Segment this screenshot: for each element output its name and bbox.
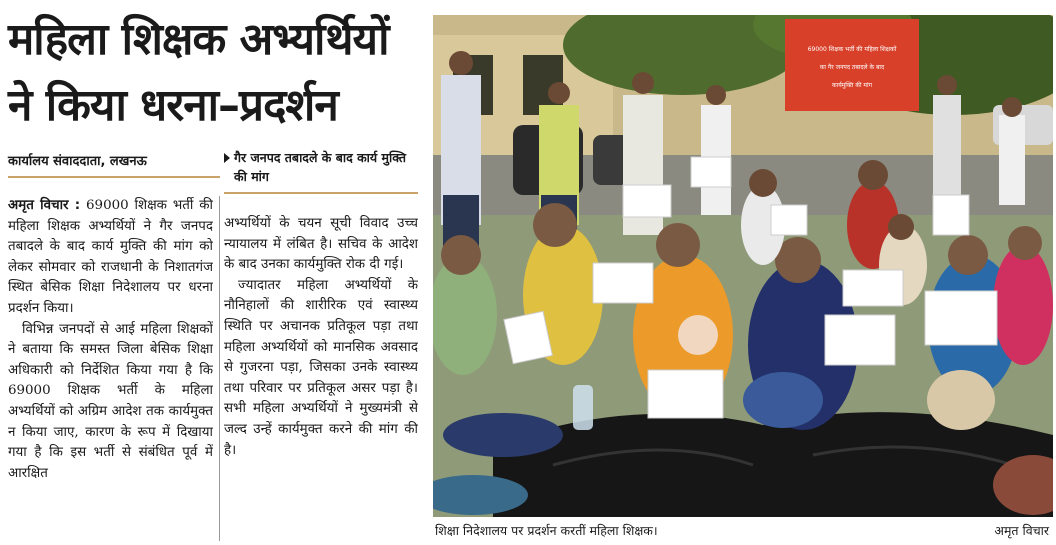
article-column-1 — [8, 196, 213, 542]
photo-caption — [433, 520, 1053, 542]
banner-text-2: का गैर जनपद तबादले के बाद — [819, 64, 885, 71]
protest-photo — [433, 15, 1053, 517]
protest-photo-illustration — [433, 15, 1053, 517]
headline — [8, 10, 428, 136]
article-column-2 — [224, 214, 418, 544]
column-divider — [219, 196, 220, 541]
photo-caption-text: शिक्षा निदेशालय पर प्रदर्शन करतीं महिला शिक्षक। — [435, 523, 658, 538]
subhead — [224, 148, 414, 186]
dateline: अमृत विचार : — [8, 198, 81, 213]
paragraph-4: ज्यादातर महिला अभ्यर्थियों के नौनिहालों की शारीरिक एवं स्वास्थ्य स्थिति पर अचानक प्रतिकूल पड़ा तथा महिला अभ्यर्थियों को मानसिक अवसाद से गुजरना पड़ा, जिसका उनके स्वास्थ्य तथा परिवार पर प्रतिकूल असर पड़ा है। सभी महिला अभ्यर्थियों ने मुख्यमंत्री से जल्द उन्हें कार्यमुक्त करने की मांग की है। — [224, 277, 418, 458]
paragraph-2: विभिन्न जनपदों से आई महिला शिक्षकों ने बताया कि समस्त जिला बेसिक शिक्षा अधिकारी को निर्देशित किया गया है कि 69000 शिक्षक भर्ती के महिला अभ्यर्थियों को अग्रिम आदेश तक कार्यमुक्त न किया जाए, कारण के रूप में दिखाया गया है कि इस भर्ती से संबंधित पूर्व में आरक्षित — [8, 321, 213, 481]
banner-text-1: 69000 शिक्षक भर्ती की महिला शिक्षकों — [807, 46, 897, 53]
headline-line-2: ने किया धरना–प्रदर्शन — [8, 80, 338, 131]
photo-credit: अमृत विचार — [994, 523, 1049, 538]
paragraph-1 — [8, 196, 213, 320]
triangle-bullet-icon — [224, 153, 230, 163]
headline-line-1: महिला शिक्षक अभ्यर्थियों — [8, 14, 389, 65]
paragraph-3: अभ्यर्थियों के चयन सूची विवाद उच्च न्यायालय में लंबित है। सचिव के आदेश के बाद उनका कार्यमुक्ति रोक दी गई। — [224, 216, 418, 273]
banner-text-3: कार्यमुक्ति की मांग — [832, 82, 872, 89]
paragraph-1-text: 69000 शिक्षक भर्ती की महिला शिक्षक अभ्यर्थियों ने गैर जनपद तबादले के बाद कार्य मुक्ति की मांग को लेकर सोमवार को राजधानी के निशातगंज स्थित बेसिक शिक्षा निदेशालय पर धरना प्रदर्शन किया। — [8, 198, 213, 316]
subhead-rule — [224, 192, 418, 194]
subhead-text: गैर जनपद तबादले के बाद कार्य मुक्ति की मांग — [234, 150, 407, 184]
byline: कार्यालय संवाददाता, लखनऊ — [8, 154, 147, 169]
byline-rule — [8, 176, 220, 178]
